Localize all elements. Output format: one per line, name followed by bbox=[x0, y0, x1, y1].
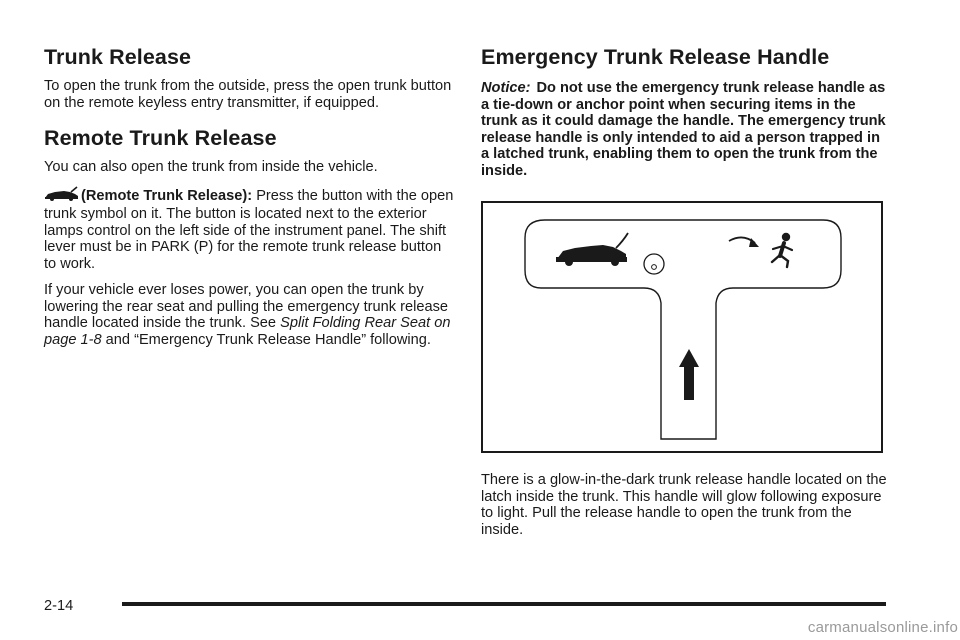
watermark: carmanualsonline.info bbox=[807, 619, 958, 636]
paragraph-remote-button bbox=[44, 186, 454, 273]
ring-icon bbox=[644, 254, 664, 274]
remote-trunk-release-text: Press the button with the open trunk symbol on it. The button is located next to the exterior lamps control on the left side of the instrument panel. The shift lever must be in PARK (P) for the remote trunk release button to work. bbox=[44, 187, 454, 272]
paragraph-power-loss bbox=[44, 282, 454, 348]
trunk-release-icon bbox=[44, 186, 80, 207]
paragraph-trunk-release: To open the trunk from the outside, press the open trunk button on the remote keyless entry transmitter, if equipped. bbox=[44, 78, 452, 111]
link-split-folding-rear-seat[interactable]: Split Folding Rear Seat on page 1-8 bbox=[44, 315, 451, 348]
remote-trunk-release-label: (Remote Trunk Release): bbox=[81, 187, 253, 204]
notice-text: Do not use the emergency trunk release handle as a tie-down or anchor point when securing items in the trunk as it could damage the handle. The emergency trunk release handle is only intended to aid a person trapped in a latched trunk, enabling them to open the trunk from the inside. bbox=[481, 80, 886, 179]
left-column bbox=[44, 44, 454, 348]
power-loss-text: If your vehicle ever loses power, you can open the trunk by lowering the rear seat and pulling the emergency trunk release handle located inside the trunk. See bbox=[44, 282, 448, 331]
right-column bbox=[481, 44, 891, 179]
paragraph-glow-handle: There is a glow-in-the-dark trunk release handle located on the latch inside the trunk. This handle will glow following exposure to light. Pull the release handle to open the trunk from the inside. bbox=[481, 472, 887, 538]
heading-remote-trunk-release: Remote Trunk Release bbox=[44, 126, 277, 150]
car-open-trunk-icon bbox=[556, 233, 628, 266]
curved-arrow-icon bbox=[729, 237, 759, 247]
up-arrow-icon bbox=[679, 349, 699, 400]
heading-emergency-trunk-release-handle: Emergency Trunk Release Handle bbox=[481, 45, 830, 69]
notice-paragraph bbox=[481, 80, 891, 179]
person-exiting-icon bbox=[772, 233, 792, 267]
page-number: 2-14 bbox=[44, 598, 74, 614]
footer-rule bbox=[122, 602, 886, 606]
handle-diagram bbox=[483, 203, 881, 451]
emergency-trunk-release-handle-illustration bbox=[481, 201, 883, 453]
heading-trunk-release: Trunk Release bbox=[44, 45, 192, 69]
notice-label: Notice: bbox=[481, 80, 531, 96]
power-loss-text-end: and “Emergency Trunk Release Handle” following. bbox=[101, 331, 431, 348]
paragraph-remote-intro: You can also open the trunk from inside the vehicle. bbox=[44, 159, 378, 175]
